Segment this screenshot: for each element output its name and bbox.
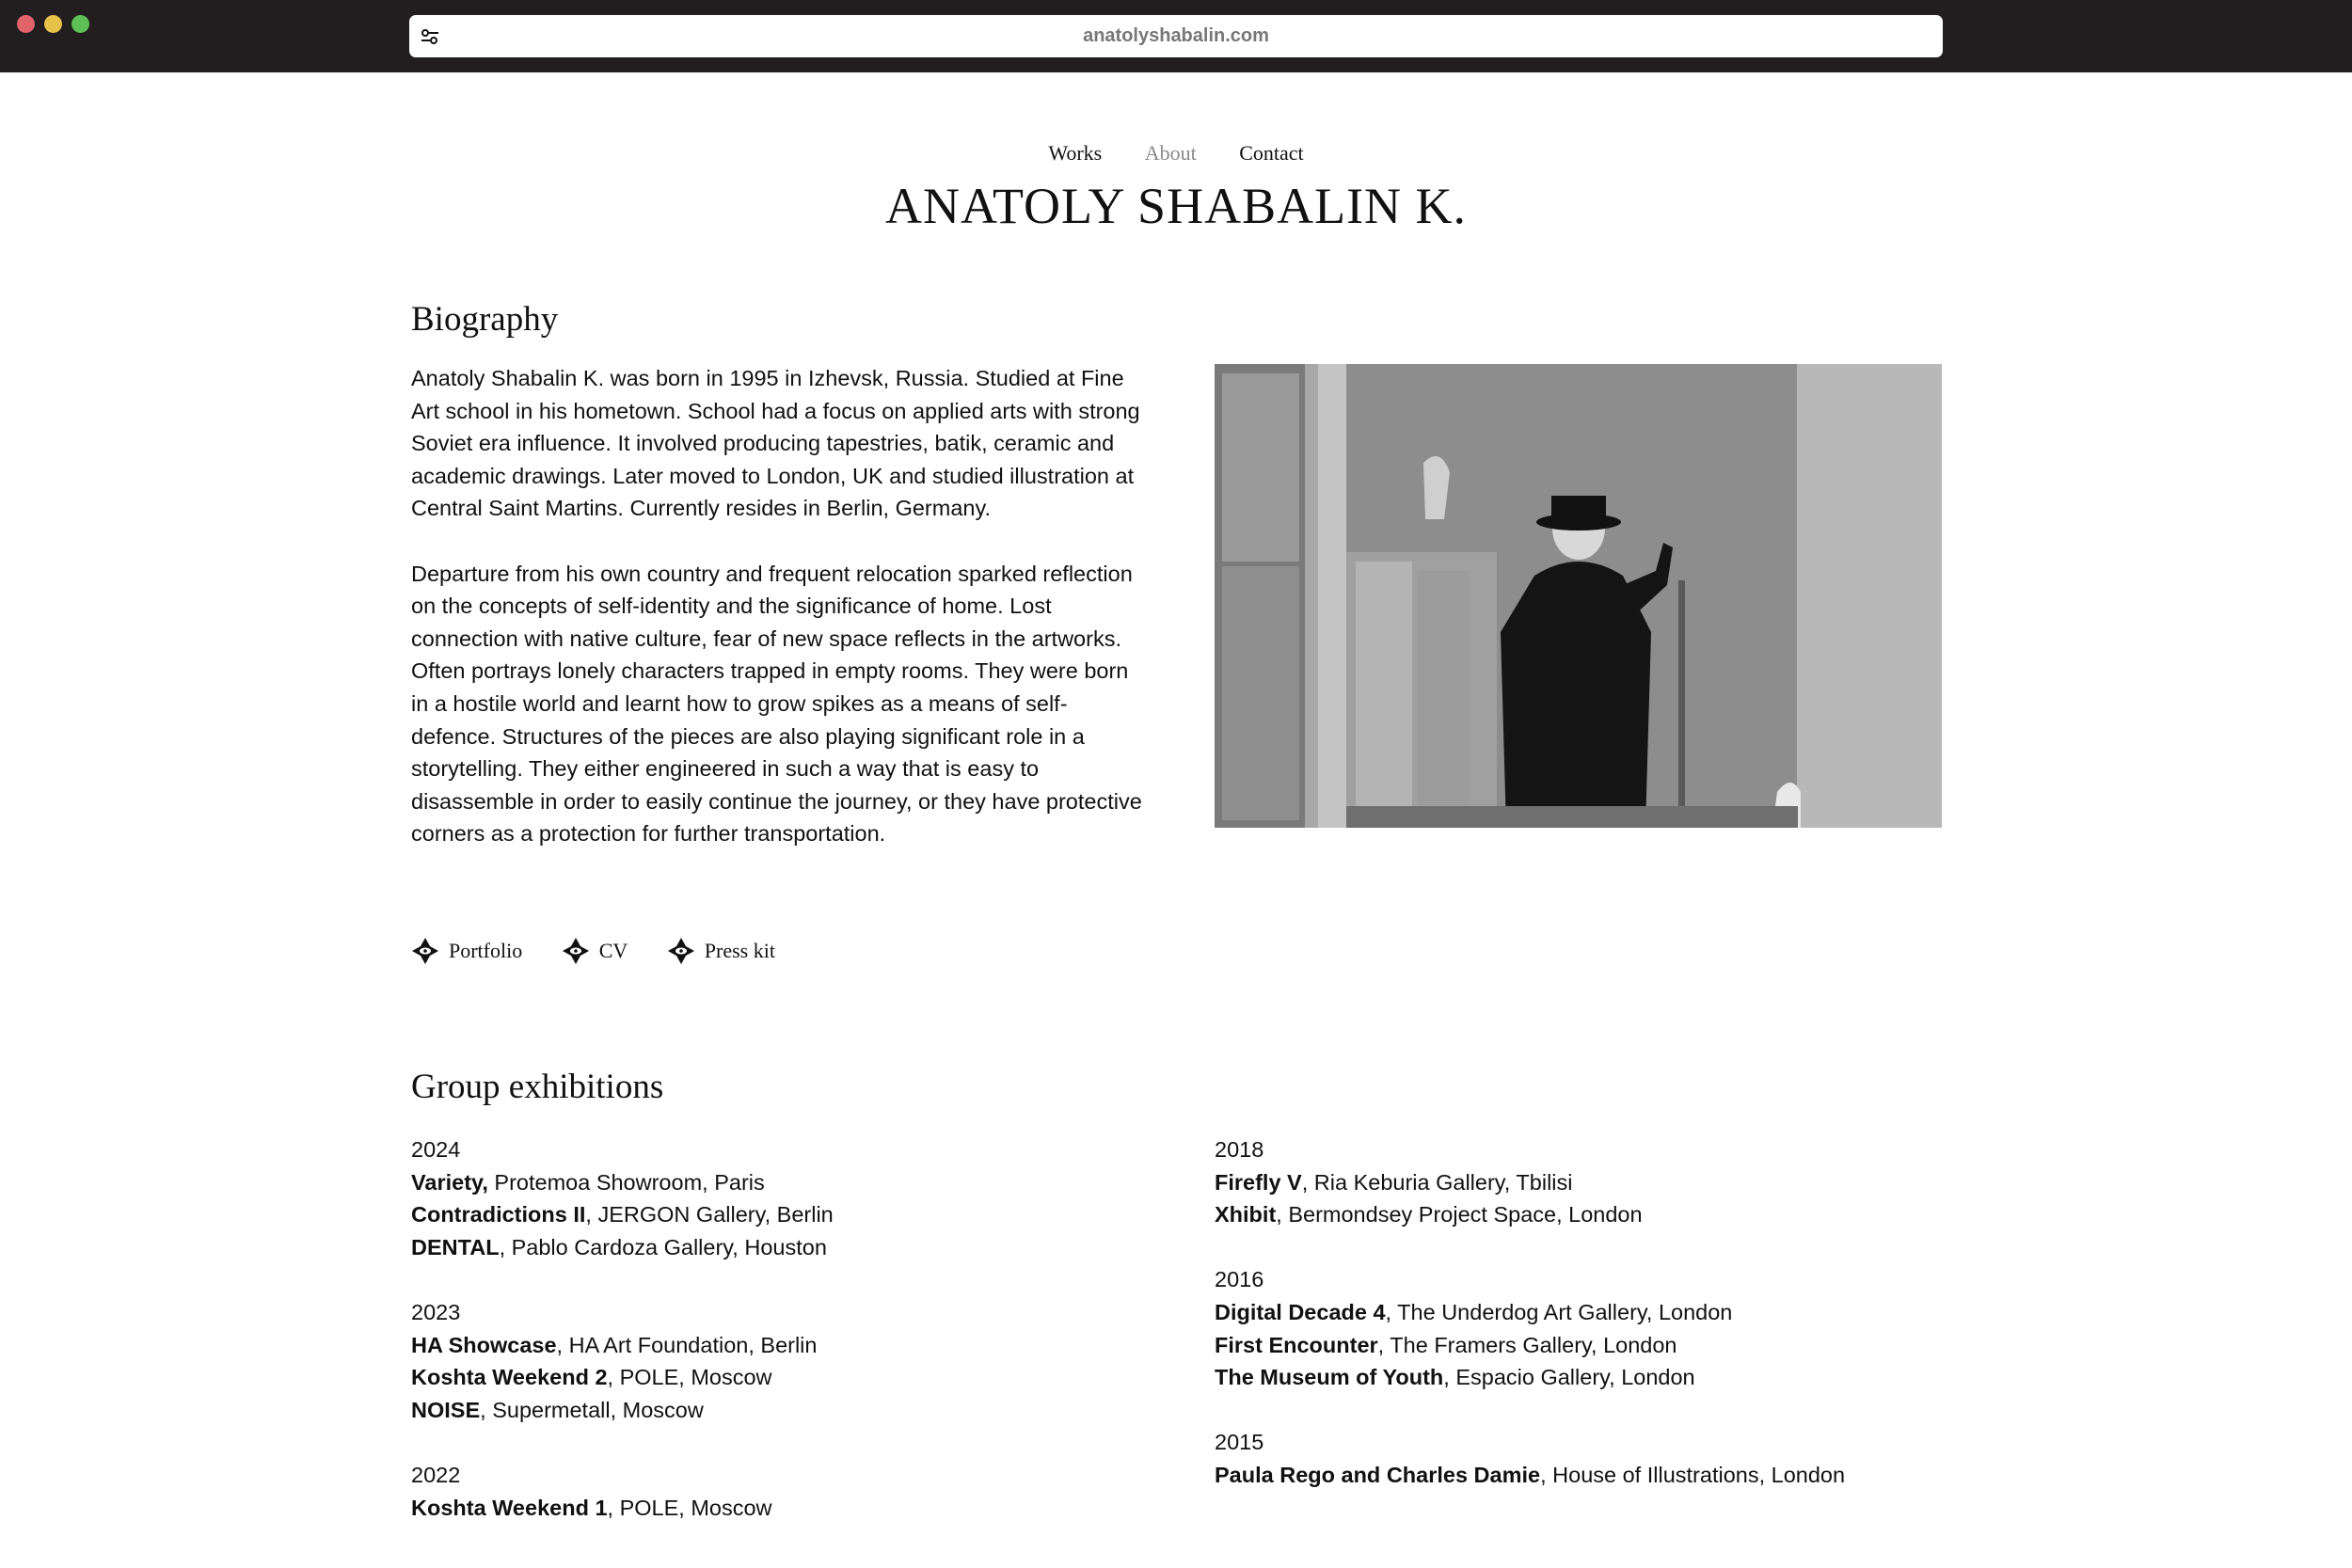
exhibition-year-group bbox=[411, 1296, 1126, 1426]
biography-text bbox=[411, 362, 1145, 883]
exhibitions-left-column bbox=[411, 1133, 1126, 1557]
exhibition-title: HA Showcase bbox=[411, 1332, 557, 1357]
portfolio-link[interactable] bbox=[411, 937, 522, 965]
maximize-window-button[interactable] bbox=[72, 15, 89, 33]
exhibition-venue: , The Framers Gallery, London bbox=[1377, 1332, 1677, 1357]
exhibition-venue: Protemoa Showroom, Paris bbox=[487, 1169, 765, 1195]
exhibition-title: Paula Rego and Charles Damie bbox=[1215, 1462, 1541, 1487]
eye-star-icon bbox=[667, 937, 695, 965]
exhibition-year: 2016 bbox=[1215, 1267, 1264, 1292]
exhibition-title: NOISE bbox=[411, 1397, 481, 1422]
address-bar[interactable] bbox=[409, 15, 1943, 57]
minimize-window-button[interactable] bbox=[44, 15, 62, 33]
exhibition-title: DENTAL bbox=[411, 1234, 500, 1259]
eye-star-icon bbox=[562, 937, 590, 965]
exhibition-entry bbox=[1215, 1296, 1930, 1329]
exhibition-title: Xhibit bbox=[1215, 1202, 1277, 1227]
exhibition-year-group bbox=[1215, 1263, 1930, 1393]
exhibition-year: 2018 bbox=[1215, 1137, 1264, 1162]
exhibition-year-group bbox=[411, 1459, 1126, 1524]
exhibition-entry bbox=[411, 1231, 1126, 1264]
exhibition-entry bbox=[1215, 1329, 1930, 1362]
exhibition-entry bbox=[1215, 1459, 1930, 1492]
portfolio-label: Portfolio bbox=[449, 939, 523, 962]
press-kit-label: Press kit bbox=[704, 939, 775, 962]
cv-link[interactable] bbox=[562, 937, 628, 965]
exhibition-entry bbox=[1215, 1361, 1930, 1394]
nav-works[interactable]: Works bbox=[1048, 141, 1103, 165]
exhibition-entry bbox=[411, 1361, 1126, 1394]
exhibition-entry bbox=[411, 1166, 1126, 1199]
site-title[interactable]: ANATOLY SHABALIN K. bbox=[884, 178, 1468, 234]
exhibition-entry bbox=[411, 1492, 1126, 1525]
browser-toolbar bbox=[0, 0, 2352, 72]
exhibition-venue: , House of Illustrations, London bbox=[1540, 1462, 1846, 1487]
exhibition-venue: , JERGON Gallery, Berlin bbox=[585, 1202, 834, 1227]
exhibition-year-group bbox=[411, 1133, 1126, 1263]
exhibition-title: Koshta Weekend 1 bbox=[411, 1495, 608, 1520]
exhibition-year-group bbox=[1215, 1133, 1930, 1231]
exhibition-year: 2024 bbox=[411, 1137, 461, 1162]
cv-label: CV bbox=[598, 939, 628, 962]
exhibition-venue: , Supermetall, Moscow bbox=[480, 1397, 704, 1422]
bio-paragraph-1: Anatoly Shabalin K. was born in 1995 in Izhevsk, Russia. Studied at Fine Art school in his hometown. School had a focus on applied arts with strong Soviet era influence. It involved producing tapestries, batik, ceramic and academic drawings. Later moved to London, UK and studied illustration at Central Saint Martins. Currently resides in Berlin, Germany. bbox=[411, 366, 1140, 521]
exhibition-entry bbox=[1215, 1198, 1930, 1231]
exhibition-year: 2015 bbox=[1215, 1430, 1264, 1455]
bio-paragraph-2: Departure from his own country and frequent relocation sparked reflection on the concepts of self-identity and the significance of home. Lost connection with native culture, fear of new space reflects in the artworks. Often portrays lonely characters trapped in empty rooms. They were born in a hostile world and learnt how to grow spikes as a means of self-defence. Structures of the pieces are also playing significant role in a storytelling. They either engineered in such a way that is easy to disassemble in order to easily continue the journey, or they have protective corners as a protection for further transportation. bbox=[411, 561, 1142, 847]
exhibition-year: 2023 bbox=[411, 1299, 461, 1324]
exhibition-year-group bbox=[1215, 1426, 1930, 1491]
exhibition-title: Digital Decade 4 bbox=[1215, 1299, 1386, 1324]
biography-heading: Biography bbox=[411, 300, 559, 339]
close-window-button[interactable] bbox=[17, 15, 35, 33]
exhibition-title: The Museum of Youth bbox=[1215, 1365, 1444, 1390]
exhibition-year: 2022 bbox=[411, 1462, 461, 1487]
exhibition-venue: , Espacio Gallery, London bbox=[1443, 1365, 1695, 1390]
bio-links bbox=[411, 937, 809, 971]
eye-star-icon bbox=[411, 937, 439, 965]
exhibition-title: Koshta Weekend 2 bbox=[411, 1365, 608, 1390]
exhibition-venue: , Ria Keburia Gallery, Tbilisi bbox=[1301, 1169, 1573, 1195]
exhibition-venue: , HA Art Foundation, Berlin bbox=[556, 1332, 818, 1357]
exhibition-venue: , Pablo Cardoza Gallery, Houston bbox=[499, 1234, 827, 1259]
exhibition-venue: , Bermondsey Project Space, London bbox=[1276, 1202, 1643, 1227]
exhibition-entry bbox=[411, 1329, 1126, 1362]
press-kit-link[interactable] bbox=[667, 937, 775, 965]
artist-photo bbox=[1215, 364, 1942, 828]
exhibitions-right-column bbox=[1215, 1133, 1930, 1524]
exhibition-title: Firefly V bbox=[1215, 1169, 1302, 1195]
address-text: anatolyshabalin.com bbox=[1083, 25, 1269, 46]
main-nav bbox=[0, 141, 2352, 166]
exhibition-title: Contradictions II bbox=[411, 1202, 586, 1227]
exhibition-entry bbox=[1215, 1166, 1930, 1199]
nav-contact[interactable]: Contact bbox=[1239, 141, 1304, 165]
group-exhibitions-heading: Group exhibitions bbox=[411, 1068, 664, 1106]
exhibition-venue: , The Underdog Art Gallery, London bbox=[1385, 1299, 1733, 1324]
exhibition-entry bbox=[411, 1394, 1126, 1427]
exhibition-venue: , POLE, Moscow bbox=[607, 1495, 772, 1520]
exhibition-title: First Encounter bbox=[1215, 1332, 1378, 1357]
nav-about[interactable]: About bbox=[1144, 141, 1197, 165]
exhibition-title: Variety, bbox=[411, 1169, 488, 1195]
exhibition-entry bbox=[411, 1198, 1126, 1231]
exhibition-venue: , POLE, Moscow bbox=[607, 1365, 772, 1390]
